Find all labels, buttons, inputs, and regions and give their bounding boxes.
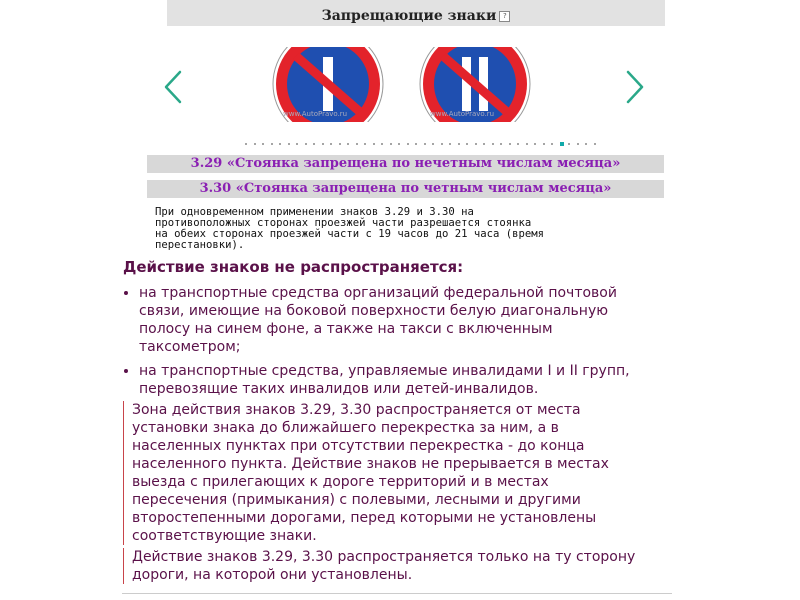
carousel-dot[interactable] bbox=[500, 143, 502, 145]
carousel-dot[interactable] bbox=[594, 143, 596, 145]
carousel-dot[interactable] bbox=[509, 143, 511, 145]
exceptions-list bbox=[123, 284, 663, 404]
carousel-next-arrow-icon[interactable] bbox=[624, 70, 646, 104]
carousel-dot[interactable] bbox=[475, 143, 477, 145]
carousel-dot[interactable] bbox=[449, 143, 451, 145]
carousel-dot[interactable] bbox=[415, 143, 417, 145]
carousel-dot[interactable] bbox=[534, 143, 536, 145]
carousel-dot[interactable] bbox=[424, 143, 426, 145]
carousel-dot[interactable] bbox=[466, 143, 468, 145]
carousel-dot-active[interactable] bbox=[560, 142, 564, 146]
carousel-dot[interactable] bbox=[398, 143, 400, 145]
carousel-dot[interactable] bbox=[356, 143, 358, 145]
carousel-dot[interactable] bbox=[296, 143, 298, 145]
carousel-dot[interactable] bbox=[441, 143, 443, 145]
carousel-dot[interactable] bbox=[322, 143, 324, 145]
note-line: на обеих сторонах проезжей части с 19 часов до 21 часа (время bbox=[155, 228, 545, 240]
quote-line: установки знака до ближайшего перекрестка за ним, а в bbox=[132, 420, 559, 436]
carousel-dot[interactable] bbox=[577, 143, 579, 145]
exceptions-heading: Действие знаков не распространяется: bbox=[123, 258, 464, 276]
bullet-icon bbox=[124, 369, 128, 373]
quote-line: населенных пунктах при отсутствии перекрестка - до конца bbox=[132, 438, 585, 454]
list-line: полосу на синем фоне, а также на такси с включенным bbox=[139, 321, 553, 337]
section-title: Запрещающие знаки bbox=[321, 8, 497, 24]
list-item bbox=[123, 362, 663, 398]
carousel-dot[interactable] bbox=[288, 143, 290, 145]
note-line: перестановки). bbox=[155, 239, 245, 251]
carousel-dot[interactable] bbox=[432, 143, 434, 145]
list-line: на транспортные средства организаций федеральной почтовой bbox=[139, 285, 617, 301]
carousel-dot[interactable] bbox=[271, 143, 273, 145]
carousel-dot[interactable] bbox=[381, 143, 383, 145]
carousel-dot[interactable] bbox=[407, 143, 409, 145]
carousel-dot[interactable] bbox=[305, 143, 307, 145]
sign-watermark: www.AutoPravo.ru bbox=[283, 110, 348, 118]
zone-quote bbox=[123, 401, 672, 545]
bullet-icon bbox=[124, 291, 128, 295]
carousel-dot[interactable] bbox=[330, 143, 332, 145]
carousel-dot[interactable] bbox=[245, 143, 247, 145]
carousel-dot[interactable] bbox=[458, 143, 460, 145]
quote-line: дороги, на которой они установлены. bbox=[132, 567, 413, 583]
sign-watermark: www.AutoPravo.ru bbox=[430, 110, 495, 118]
carousel-prev-arrow-icon[interactable] bbox=[162, 70, 184, 104]
carousel-dot[interactable] bbox=[483, 143, 485, 145]
quote-line: соответствующие знаки. bbox=[132, 528, 317, 544]
carousel-pagination bbox=[245, 141, 605, 149]
divider bbox=[122, 593, 672, 594]
quote-line: Зона действия знаков 3.29, 3.30 распространяется от места bbox=[132, 402, 581, 418]
list-line: таксометром; bbox=[139, 339, 241, 355]
quote-line: пересечения (примыкания) с полевыми, лесными и другими bbox=[132, 492, 581, 508]
list-item bbox=[123, 284, 663, 356]
carousel-dot[interactable] bbox=[390, 143, 392, 145]
carousel-dot[interactable] bbox=[585, 143, 587, 145]
sign-title-3-29: 3.29 «Стоянка запрещена по нечетным числам месяца» bbox=[147, 155, 664, 173]
sign-title-3-30: 3.30 «Стоянка запрещена по четным числам месяца» bbox=[147, 180, 664, 198]
carousel-dot[interactable] bbox=[262, 143, 264, 145]
quote-line: населенного пункта. Действие знаков не прерывается в местах bbox=[132, 456, 609, 472]
note-line: противоположных сторонах проезжей части разрешается стоянка bbox=[155, 217, 532, 229]
list-line: перевозящие таких инвалидов или детей-инвалидов. bbox=[139, 381, 539, 397]
side-quote bbox=[123, 548, 672, 584]
carousel-dot[interactable] bbox=[364, 143, 366, 145]
carousel-dot[interactable] bbox=[339, 143, 341, 145]
carousel-dot[interactable] bbox=[492, 143, 494, 145]
carousel-dot[interactable] bbox=[373, 143, 375, 145]
list-line: связи, имеющие на боковой поверхности белую диагональную bbox=[139, 303, 609, 319]
carousel-dot[interactable] bbox=[347, 143, 349, 145]
carousel-dot[interactable] bbox=[313, 143, 315, 145]
note-line: При одновременном применении знаков 3.29 и 3.30 на bbox=[155, 206, 474, 218]
carousel-dot[interactable] bbox=[254, 143, 256, 145]
sign-note bbox=[155, 207, 635, 251]
carousel-dot[interactable] bbox=[543, 143, 545, 145]
section-header bbox=[167, 0, 665, 26]
quote-line: второстепенными дорогами, перед которыми не установлены bbox=[132, 510, 597, 526]
carousel-dot[interactable] bbox=[551, 143, 553, 145]
help-icon[interactable]: ? bbox=[499, 11, 510, 22]
carousel-dot[interactable] bbox=[568, 143, 570, 145]
carousel-dot[interactable] bbox=[517, 143, 519, 145]
carousel-dot[interactable] bbox=[279, 143, 281, 145]
quote-line: выезда с прилегающих к дороге территорий и в местах bbox=[132, 474, 549, 490]
quote-line: Действие знаков 3.29, 3.30 распространяется только на ту сторону bbox=[132, 549, 636, 565]
list-line: на транспортные средства, управляемые инвалидами I и II групп, bbox=[139, 363, 630, 379]
carousel-dot[interactable] bbox=[526, 143, 528, 145]
